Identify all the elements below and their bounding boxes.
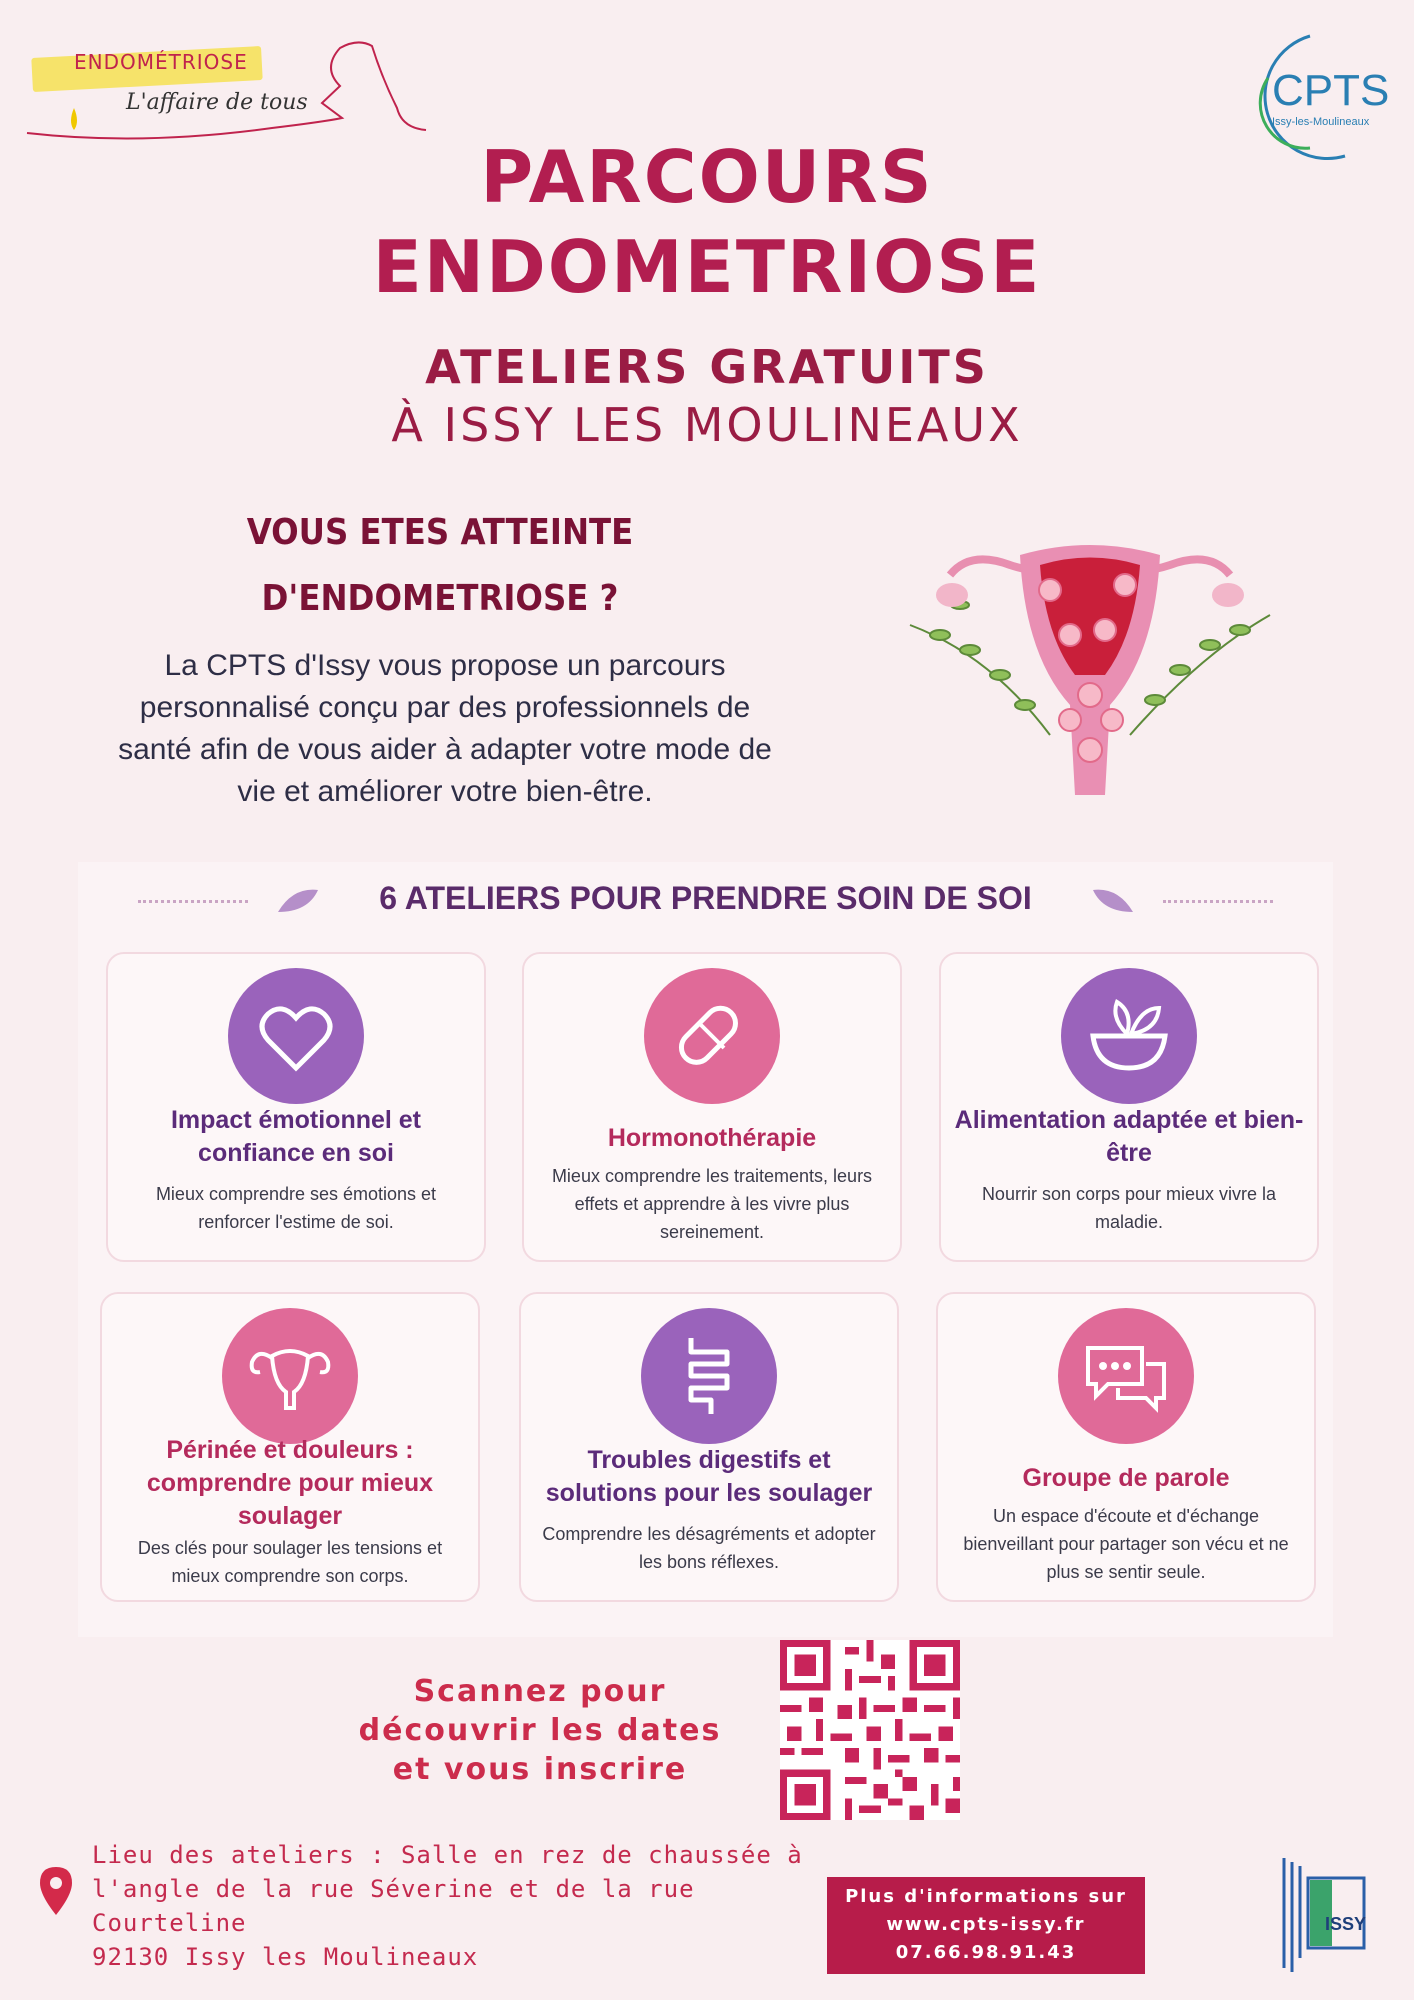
scan-line3: et vous inscrire (392, 1752, 688, 1787)
scan-instructions (330, 1672, 750, 1789)
scan-line2: découvrir les dates (358, 1713, 722, 1748)
cpts-logo-city: Issy-les-Moulineaux (1272, 116, 1370, 128)
pill-icon (644, 968, 780, 1104)
website-link[interactable]: www.cpts-issy.fr (886, 1914, 1086, 1935)
address-line2: l'angle de la rue Séverine et de la rue Courteline (92, 1875, 695, 1937)
workshop-card (939, 952, 1319, 1262)
workshop-description: Mieux comprendre les traitements, leurs effets et apprendre à les vivre plus sereinement. (551, 1166, 873, 1242)
intestine-icon (641, 1308, 777, 1444)
icon-circle (641, 1308, 777, 1444)
workshops-heading: 6 ATELIERS POUR PRENDRE SOIN DE SOI (379, 880, 1032, 916)
workshop-description: Mieux comprendre ses émotions et renforcer l'estime de soi. (155, 1184, 437, 1232)
uterus-icon (222, 1308, 358, 1444)
badge-subtitle: L'affaire de tous (126, 90, 308, 115)
bowl-icon (1061, 968, 1197, 1104)
qr-code[interactable] (780, 1640, 960, 1820)
profile-line-icon (22, 38, 432, 148)
workshop-address (92, 1838, 832, 1974)
issy-city-logo (1270, 1848, 1370, 1978)
location-pin-icon (36, 1865, 76, 1917)
icon-circle (1058, 1308, 1194, 1444)
workshop-description: Comprendre les désagréments et adopter les bons réflexes. (542, 1524, 876, 1572)
icon-circle (228, 968, 364, 1104)
workshop-title: Hormonothérapie (607, 1124, 817, 1152)
page-title-line2: ENDOMETRIOSE (372, 225, 1042, 309)
info-label: Plus d'informations sur (845, 1886, 1127, 1907)
badge-title: ENDOMÉTRIOSE (74, 50, 248, 74)
workshop-card (100, 1292, 480, 1602)
cpts-logo-text: CPTS (1272, 66, 1390, 115)
leaf-icon (1088, 882, 1138, 922)
address-line1: Lieu des ateliers : Salle en rez de chaussée à (92, 1841, 803, 1869)
info-box (827, 1877, 1145, 1974)
workshop-description: Nourrir son corps pour mieux vivre la maladie. (981, 1184, 1277, 1232)
workshop-title: Troubles digestifs et solutions pour les soulager (545, 1446, 873, 1507)
address-line3: 92130 Issy les Moulineaux (92, 1943, 479, 1971)
phone-number[interactable]: 07.66.98.91.43 (895, 1942, 1077, 1963)
question-line2: D'ENDOMETRIOSE ? (261, 578, 619, 619)
workshop-title: Impact émotionnel et confiance en soi (170, 1106, 422, 1167)
workshop-title: Groupe de parole (1022, 1464, 1230, 1492)
floral-uterus-illustration (900, 535, 1280, 835)
ribbon-icon (71, 108, 77, 130)
question-line1: VOUS ETES ATTEINTE (246, 512, 634, 553)
dotted-divider-right (1163, 900, 1273, 903)
intro-text: La CPTS d'Issy vous propose un parcours personnalisé conçu par des professionnels de santé afin de vous aider à adapter votre mode de vie et améliorer votre bien-être. (118, 649, 772, 808)
subtitle-location: À ISSY LES MOULINEAUX (391, 398, 1023, 452)
workshop-description: Des clés pour soulager les tensions et mieux comprendre son corps. (137, 1538, 443, 1586)
subtitle-free-workshops: ATELIERS GRATUITS (425, 340, 989, 394)
heart-icon (228, 968, 364, 1104)
workshop-card (522, 952, 902, 1262)
workshop-description: Un espace d'écoute et d'échange bienveillant pour partager son vécu et ne plus se sentir seule. (963, 1506, 1289, 1582)
endometriose-badge-logo (22, 38, 432, 148)
workshop-card (106, 952, 486, 1262)
scan-line1: Scannez pour (413, 1674, 667, 1709)
chat-icon (1058, 1308, 1194, 1444)
issy-logo-text: ISSY (1325, 1914, 1367, 1934)
workshop-title: Alimentation adaptée et bien-être (954, 1106, 1304, 1167)
icon-circle (644, 968, 780, 1104)
workshop-card (519, 1292, 899, 1602)
icon-circle (1061, 968, 1197, 1104)
icon-circle (222, 1308, 358, 1444)
workshop-card (936, 1292, 1316, 1602)
workshops-panel (78, 862, 1333, 1637)
workshop-title: Périnée et douleurs : comprendre pour mieux soulager (146, 1436, 434, 1530)
page-title-line1: PARCOURS (480, 135, 934, 219)
